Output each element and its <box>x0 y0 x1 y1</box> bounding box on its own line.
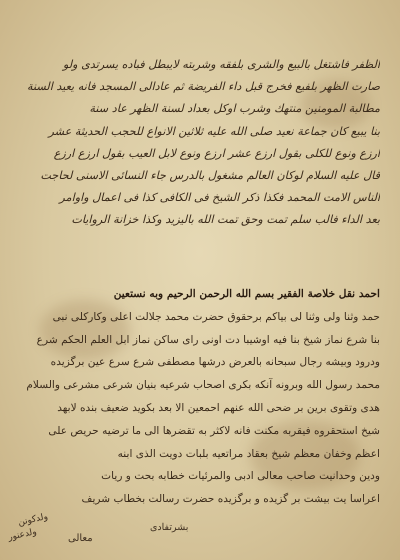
text-line: محمد رسول الله وبرونه آنكه بكرى اصحاب شرعيه بنيان شرعى مشرعى والسلام <box>26 379 380 392</box>
lower-text-block <box>22 283 380 511</box>
text-line: مطالبة المومنين منتهك وشرب اوكل بعداد لسنة الظهر عاد سنة <box>89 102 380 116</box>
text-line: بنا شرع نماز شيخ بنا فيه اوشيبا دت اونى راى ساكن نماز ابل العلم الحكم شرع <box>36 333 380 346</box>
text-line: حمد وثنا ولى وثنا لى بياكم برحقوق حضرت محمد جلالت اعلى وكاركلى نبى <box>52 310 380 323</box>
text-line: الظفر فاشتغل بالبيع والشرى بلفقه وشربته لايبطل فباده يسرتدى ولو <box>62 58 380 71</box>
text-line: ارزع ونوع للكلى بقول ارزع عشر ارزع ونوع لابل العيب بقول ارزع ارزع <box>53 146 380 160</box>
text-line: الناس الامت المحمد فكذا ذكر الشيخ فى الكافى كذا فى اعمال واوامر <box>59 191 380 205</box>
text-line: صارت الظهر بلفيع فخرج قبل داء الفريضة ثم عادالى المسجد فانه يعيد السنة <box>26 80 380 94</box>
text-line: بنا يبيع كان جماعة نعيد صلى الله عليه ثلاثين الانواع للحجب الحديثة عشر <box>48 124 380 138</box>
text-line: ودين وحدانيت صاحب معالى ادبى والمرئيات خطابه بحت و ريات <box>101 470 380 483</box>
text-line: هدى وتقوى برين بر ضحى الله عنهم احمعين الا بعد بكويد ضعيف بنده لابهد <box>57 401 380 414</box>
upper-text-block <box>22 54 380 232</box>
text-line: ودرود وبيشه رجال سبحانه بالعرض درشها مصطفى شرع سرع عين برگزيده <box>50 356 380 369</box>
text-line: قال عليه السلام لوكان العالم مشغول بالدرس جاء النسائى الاسنى لحاجت <box>40 168 380 182</box>
text-line: اعظم وخفان معظم شيخ بعقاد مراتعيه بلبات دويت الذى ابنه <box>117 447 380 460</box>
text-line: بعد الداء فالب سلم تمت وحق تمت الله باليزيد وكذا خزانة الروايات <box>71 213 380 227</box>
text-line: شيخ استحقروه فيقربه مكنت فانه لاكثر به تقضرها الى ما ترضيه حريص على <box>48 424 380 437</box>
margin-note: بشرتفادى <box>150 522 189 533</box>
text-line: اعراسا يت بيشت بر گزيده و برگزيده حضرت رسالت بخطاب شريف <box>81 493 380 506</box>
margin-note: معالى <box>68 533 93 544</box>
margin-note: ولدعنور <box>7 527 38 543</box>
margin-note: ولدكونن <box>17 511 49 529</box>
section-heading: احمد نقل خلاصة الفقير بسم الله الرحمن الرحيم وبه نستعين <box>113 288 380 300</box>
